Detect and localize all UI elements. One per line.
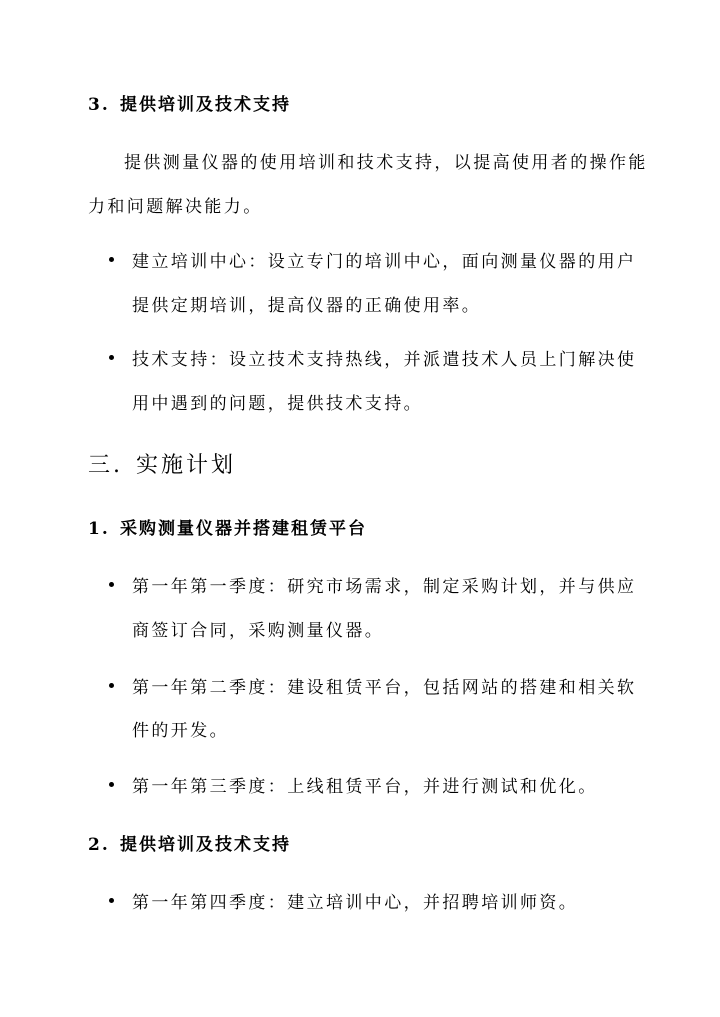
section-number: 2. [88,835,110,855]
bullet-icon [109,582,114,587]
bullet-text: 技术支持：设立技术支持热线，并派遣技术人员上门解决使 [132,350,637,370]
section-number: 1. [88,519,110,539]
bullet-text: 第一年第二季度：建设租赁平台，包括网站的搭建和相关软 [132,678,637,698]
bullet-text: 商签订合同，采购测量仪器。 [132,621,385,641]
bullet-icon [109,898,114,903]
section-title: 提供培训及技术支持 [120,95,291,115]
bullet-text: 件的开发。 [132,721,229,741]
section-title: 采购测量仪器并搭建租赁平台 [120,519,367,539]
bullet-text: 用中遇到的问题，提供技术支持。 [132,394,423,414]
section-number: 3. [88,95,110,115]
chapter-heading [88,448,236,479]
bullet-icon [109,257,114,262]
section-heading [88,90,291,115]
paragraph-line: 提供测量仪器的使用培训和技术支持，以提高使用者的操作能 [124,153,648,173]
section-heading [88,830,291,855]
bullet-icon [109,782,114,787]
bullet-text: 提供定期培训，提高仪器的正确使用率。 [132,296,482,316]
section-title: 提供培训及技术支持 [120,835,291,855]
bullet-icon [109,683,114,688]
chapter-title: 实施计划 [136,453,237,478]
section-heading [88,514,367,539]
bullet-text: 第一年第三季度：上线租赁平台，并进行测试和优化。 [132,777,598,797]
bullet-text: 第一年第四季度：建立培训中心，并招聘培训师资。 [132,893,579,913]
chapter-number: 三. [88,453,123,478]
bullet-icon [109,355,114,360]
paragraph-line: 力和问题解决能力。 [88,197,263,217]
bullet-text: 建立培训中心：设立专门的培训中心，面向测量仪器的用户 [132,252,637,272]
bullet-text: 第一年第一季度：研究市场需求，制定采购计划，并与供应 [132,577,637,597]
